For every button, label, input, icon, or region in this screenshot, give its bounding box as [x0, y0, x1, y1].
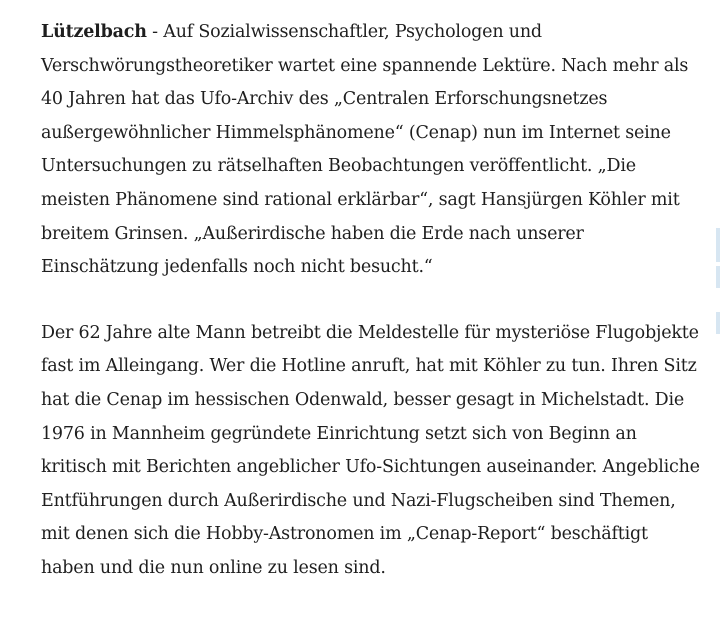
edge-decoration	[716, 312, 720, 334]
article-paragraph-1	[41, 16, 706, 285]
article-paragraph-2	[41, 317, 706, 586]
paragraph-text: Der 62 Jahre alte Mann betreibt die Meldestelle für mysteriöse Flugobjekte fast im Alleingang. Wer die Hotline anruft, hat mit Köhler zu tun. Ihren Sitz hat die Cenap im hessischen Odenwald, besser gesagt in Michelstadt. Die 1976 in Mannheim gegründete Einrichtung setzt sich von Beginn an kritisch mit Berichten angeblicher Ufo-Sichtungen auseinander. Angebliche Entführungen durch Außerirdische und Nazi-Flugscheiben sind Themen, mit denen sich die Hobby-Astronomen im „Cenap-Report“ beschäftigt haben und die nun online zu lesen sind.	[41, 322, 700, 578]
paragraph-text: Auf Sozialwissenschaftler, Psychologen und Verschwörungstheoretiker wartet eine spannende Lektüre. Nach mehr als 40 Jahren hat das Ufo-Archiv des „Centralen Erforschungsnetzes außergewöhnlicher Himmelsphänomene“ (Cenap) nun im Internet seine Untersuchungen zu rätselhaften Beobachtungen veröffentlicht. „Die meisten Phänomene sind rational erklärbar“, sagt Hansjürgen Köhler mit breitem Grinsen. „Außerirdische haben die Erde nach unserer Einschätzung jedenfalls noch nicht besucht.“	[41, 22, 689, 278]
edge-decoration	[716, 228, 720, 262]
dateline: Lützelbach	[41, 22, 147, 42]
dateline-separator: -	[146, 22, 164, 42]
article-body	[41, 16, 706, 586]
edge-decoration	[716, 266, 720, 288]
